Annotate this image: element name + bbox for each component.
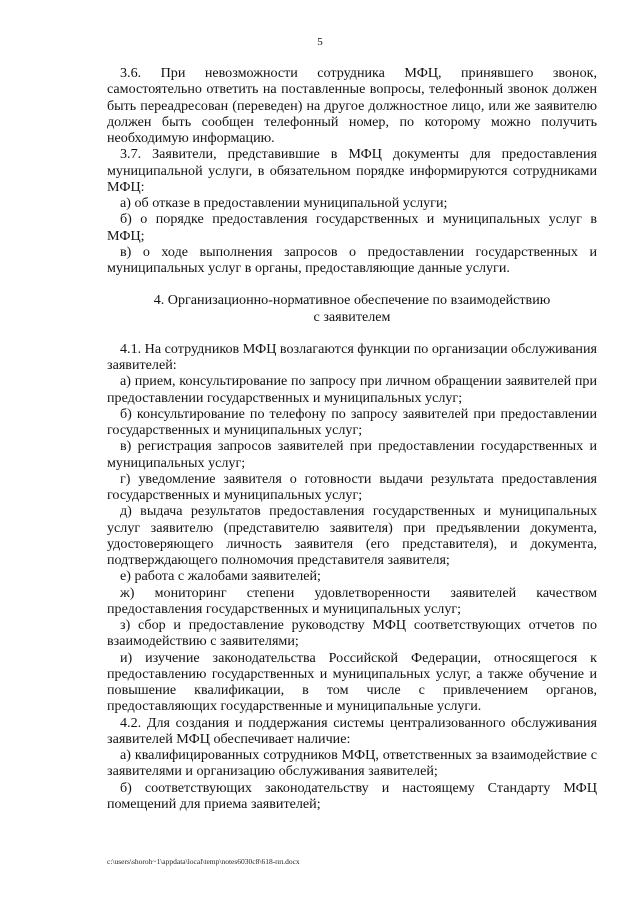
page-number: 5 — [317, 36, 323, 48]
list-item-4-1-v: в) регистрация запросов заявителей при предоставлении государственных и муниципальных услуг; — [107, 438, 597, 471]
section-heading-line-1: 4. Организационно-нормативное обеспечение по взаимодействию — [153, 292, 551, 309]
list-item-4-2-a: а) квалифицированных сотрудников МФЦ, ответственных за взаимодействие с заявителями и организацию обслуживания заявителей; — [107, 747, 597, 780]
paragraph-4-1: 4.1. На сотрудников МФЦ возлагаются функции по организации обслуживания заявителей: — [107, 340, 597, 373]
list-item-4-1-i: и) изучение законодательства Российской Федерации, относящегося к предоставлению государственных и муниципальных услуг, а также обучение и повышение квалификации, в том числе с привлечением органов, предоставляющих государственные и муниципальные услуги. — [107, 649, 597, 715]
paragraph-4-2: 4.2. Для создания и поддержания системы централизованного обслуживания заявителей МФЦ обеспечивает наличие: — [107, 714, 597, 747]
list-item-4-1-e: е) работа с жалобами заявителей; — [120, 568, 321, 585]
paragraph-3-6: 3.6. При невозможности сотрудника МФЦ, принявшего звонок, самостоятельно ответить на поставленные вопросы, телефонный звонок должен быть переадресован (переведен) на другое должностное лицо, или же заявителю должен быть сообщен телефонный номер, по которому можно получить необходимую информацию. — [107, 65, 597, 146]
section-heading-4 — [107, 292, 597, 325]
list-item-4-1-g: г) уведомление заявителя о готовности выдачи результата предоставления государственных и муниципальных услуг; — [107, 470, 597, 503]
list-item-3-7-v: в) о ходе выполнения запросов о предоставлении государственных и муниципальных услуг в органы, предоставляющие данные услуги. — [107, 243, 597, 276]
paragraph-3-7: 3.7. Заявители, представившие в МФЦ документы для предоставления муниципальной услуги, в обязательном порядке информируются сотрудниками МФЦ: — [107, 146, 597, 195]
list-item-4-1-b: б) консультирование по телефону по запросу заявителей при предоставлении государственных и муниципальных услуг; — [107, 405, 597, 438]
list-item-4-1-zh: ж) мониторинг степени удовлетворенности заявителей качеством предоставления государственных и муниципальных услуг; — [107, 584, 597, 617]
list-item-4-1-a: а) прием, консультирование по запросу при личном обращении заявителей при предоставлении государственных и муниципальных услуг; — [107, 373, 597, 406]
document-body — [107, 65, 597, 812]
file-path-footer: c:\users\shoroh~1\appdata\local\temp\notes6030c8\618-пп.docx — [107, 857, 300, 866]
list-item-4-1-d: д) выдача результатов предоставления государственных и муниципальных услуг заявителю (представителю заявителя) при предъявлении документа, удостоверяющего личность заявителя (его представителя), и документа, подтверждающего полномочия представителя заявителя; — [107, 503, 597, 568]
list-item-4-1-z: з) сбор и предоставление руководству МФЦ соответствующих отчетов по взаимодействию с заявителями; — [107, 617, 597, 650]
list-item-3-7-b: б) о порядке предоставления государственных и муниципальных услуг в МФЦ; — [107, 211, 597, 244]
list-item-3-7-a: а) об отказе в предоставлении муниципальной услуги; — [120, 195, 448, 211]
section-heading-line-2: с заявителем — [313, 308, 391, 325]
list-item-4-2-b: б) соответствующих законодательству и настоящему Стандарту МФЦ помещений для приема заявителей; — [107, 779, 597, 812]
